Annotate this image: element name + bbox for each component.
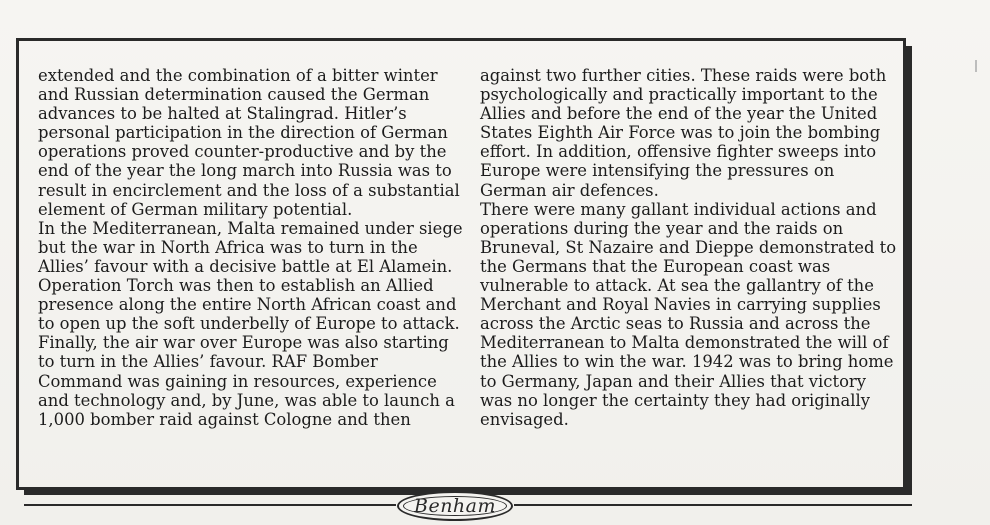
text-line: 1,000 bomber raid against Cologne and then — [38, 409, 411, 429]
page-edge-mark — [975, 60, 977, 72]
text-line: vulnerable to attack. At sea the gallantry of the — [480, 276, 874, 296]
text-line: In the Mediterranean, Malta remained under siege — [38, 218, 463, 238]
text-line: Command was gaining in resources, experience — [38, 371, 437, 391]
right-text-column — [480, 66, 897, 429]
text-line: operations during the year and the raids on — [480, 218, 844, 238]
text-line: Allies’ favour with a decisive battle at El Alamein. — [38, 256, 453, 276]
text-line: across the Arctic seas to Russia and across the — [480, 314, 871, 334]
text-line: against two further cities. These raids were both — [480, 66, 887, 85]
text-line: Mediterranean to Malta demonstrated the will of — [480, 333, 889, 353]
text-line: personal participation in the direction of German — [38, 123, 448, 143]
benham-logo — [397, 491, 513, 521]
text-line: States Eighth Air Force was to join the bombing — [480, 123, 881, 143]
text-line: psychologically and practically important to the — [480, 85, 878, 105]
text-line: the Germans that the European coast was — [480, 256, 831, 276]
text-line: but the war in North Africa was to turn in the — [38, 237, 418, 257]
text-line: result in encirclement and the loss of a substantial — [38, 180, 460, 200]
logo-text: Benham — [413, 495, 497, 517]
text-line: operations proved counter-productive and by the — [38, 142, 447, 162]
bottom-rule-left — [24, 504, 396, 506]
text-line: Europe were intensifying the pressures on — [480, 161, 835, 181]
bottom-rule-right — [514, 504, 912, 506]
text-line: extended and the combination of a bitter winter — [38, 66, 438, 85]
text-line: effort. In addition, offensive fighter sweeps into — [480, 142, 877, 162]
text-line: to Germany, Japan and their Allies that victory — [480, 371, 867, 391]
left-text-column — [38, 66, 463, 429]
text-line: was no longer the certainty they had originally — [480, 390, 871, 410]
text-line: Bruneval, St Nazaire and Dieppe demonstrated to — [480, 237, 897, 257]
text-line: Operation Torch was then to establish an Allied — [38, 276, 434, 296]
text-line: to open up the soft underbelly of Europe to attack. — [38, 314, 460, 334]
text-line: element of German military potential. — [38, 199, 353, 219]
frame-shadow-right — [905, 46, 912, 492]
text-line: German air defences. — [480, 180, 659, 200]
text-line: end of the year the long march into Russia was to — [38, 161, 452, 181]
text-line: advances to be halted at Stalingrad. Hitler’s — [38, 104, 407, 124]
text-line: presence along the entire North African coast and — [38, 295, 457, 315]
text-line: the Allies to win the war. 1942 was to bring home — [480, 352, 894, 372]
text-line: and Russian determination caused the German — [38, 85, 430, 105]
text-line: Merchant and Royal Navies in carrying supplies — [480, 295, 881, 315]
text-line: Finally, the air war over Europe was also starting — [38, 333, 449, 353]
text-line: to turn in the Allies’ favour. RAF Bomber — [38, 352, 378, 372]
text-line: envisaged. — [480, 409, 569, 429]
text-line: There were many gallant individual actions and — [480, 199, 877, 219]
text-line: Allies and before the end of the year the United — [480, 104, 878, 124]
text-line: and technology and, by June, was able to launch a — [38, 390, 455, 410]
